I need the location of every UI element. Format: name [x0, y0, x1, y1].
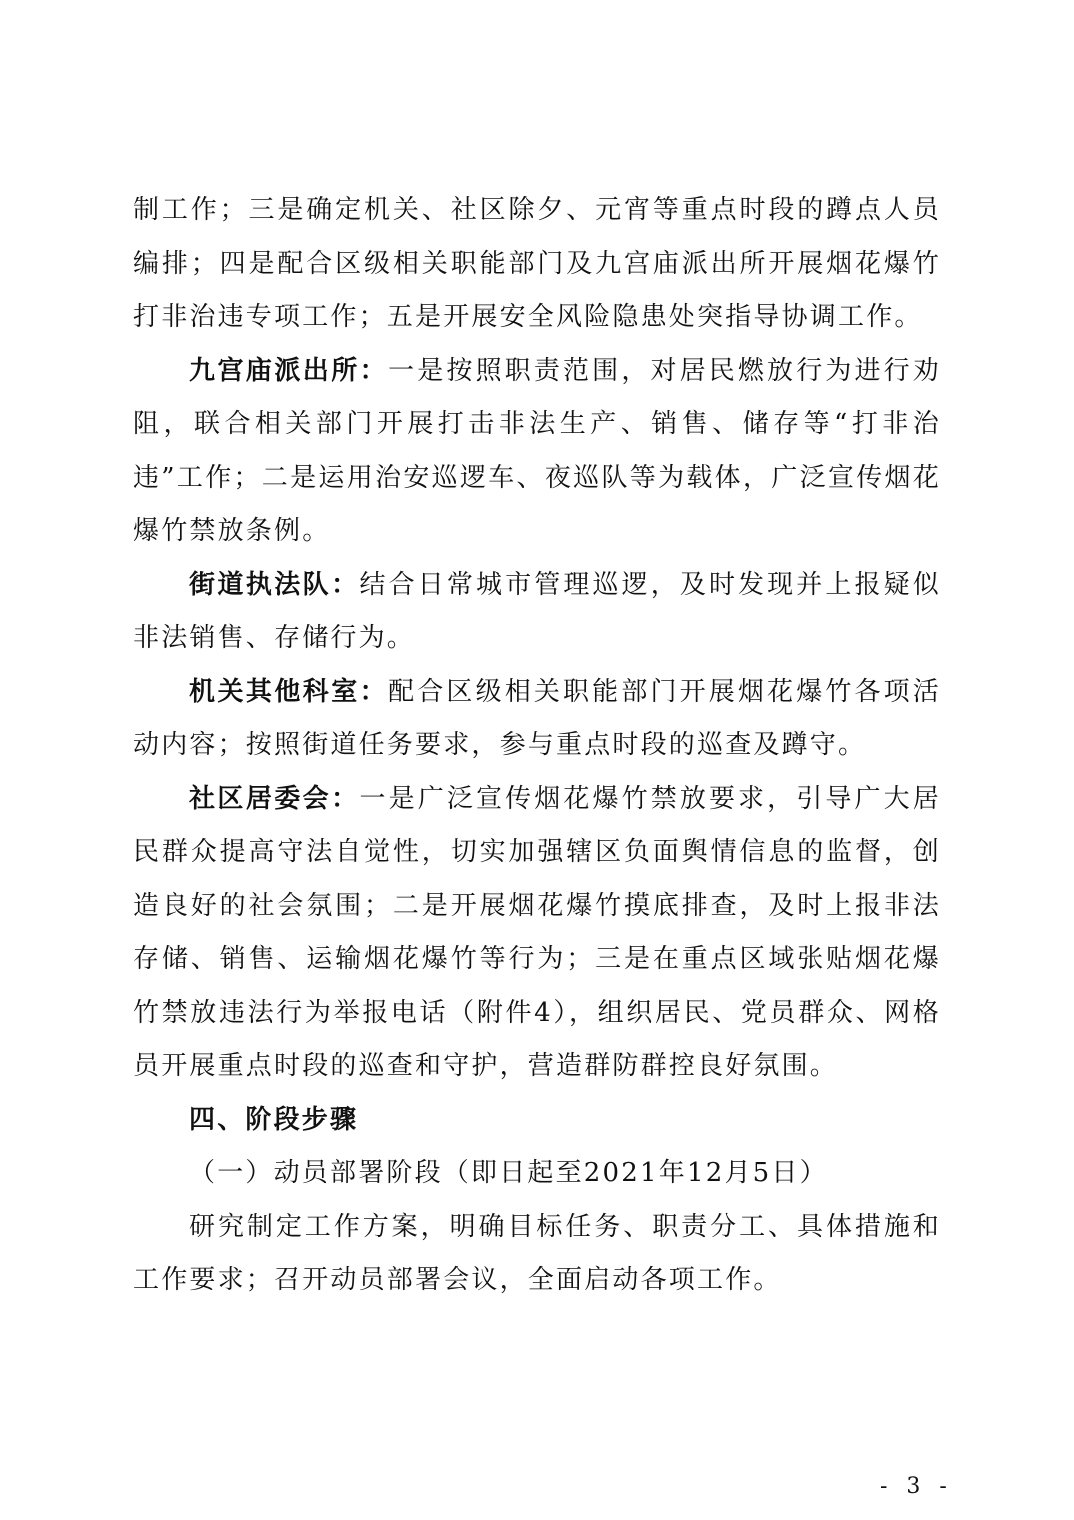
section-title: 四、阶段步骤: [189, 1104, 359, 1135]
paragraph-text: 一是广泛宣传烟花爆竹禁放要求，引导广大居民群众提高守法自觉性，切实加强辖区负面舆情信息的监督，创造良好的社会氛围；二是开展烟花爆竹摸底排查，及时上报非法存储、销售、运输烟花爆竹等行为；三是在重点区域张贴烟花爆竹禁放违法行为举报电话（附件4），组织居民、党员群众、网格员开展重点时段的巡查和守护，营造群防群控良好氛围。: [133, 783, 941, 1081]
paragraph-police-station: [133, 345, 941, 559]
paragraph-community-committee: [133, 773, 941, 1094]
paragraph-text: 一是按照职责范围，对居民燃放行为进行劝阻，联合相关部门开展打击非法生产、销售、储存等“打非治违”工作；二是运用治安巡逻车、夜巡队等为载体，广泛宣传烟花爆竹禁放条例。: [133, 355, 941, 546]
paragraph-mobilization: 研究制定工作方案，明确目标任务、职责分工、具体措施和工作要求；召开动员部署会议，全面启动各项工作。: [133, 1211, 941, 1295]
paragraph-enforcement-team: [133, 559, 941, 666]
page-number: - 3 -: [880, 1474, 953, 1499]
paragraph-heading: 九宫庙派出所：: [189, 355, 389, 386]
paragraph-text: 结合日常城市管理巡逻，及时发现并上报疑似非法销售、存储行为。: [133, 569, 941, 653]
paragraph-continued: [133, 184, 941, 345]
paragraph-other-offices: [133, 666, 941, 773]
paragraph-heading: 机关其他科室：: [189, 676, 389, 707]
document-body: [133, 184, 941, 1308]
paragraph-heading: 街道执法队：: [189, 569, 360, 600]
paragraph-text: 制工作；三是确定机关、社区除夕、元宵等重点时段的蹲点人员编排；四是配合区级相关职能部门及九宫庙派出所开展烟花爆竹打非治违专项工作；五是开展安全风险隐患处突指导协调工作。: [133, 195, 941, 332]
subsection-title: （一）动员部署阶段（即日起至2021年12月5日）: [189, 1158, 828, 1188]
paragraph-heading: 社区居委会：: [189, 783, 360, 814]
paragraph-text: 配合区级相关职能部门开展烟花爆竹各项活动内容；按照街道任务要求，参与重点时段的巡查及蹲守。: [133, 676, 941, 760]
